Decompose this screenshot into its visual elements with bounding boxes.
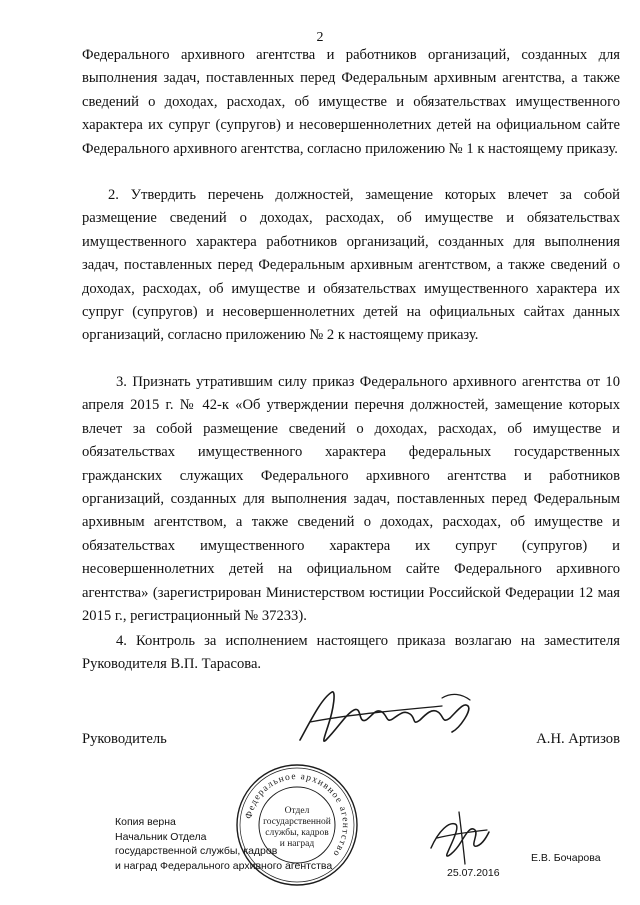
copy-line-2: Начальник Отдела <box>115 830 207 843</box>
signatory-name: А.Н. Артизов <box>536 731 620 747</box>
copy-line-3: государственной службы, кадров <box>115 845 278 857</box>
signatory-title: Руководитель <box>82 731 167 747</box>
copy-date: 25.07.2016 <box>447 867 500 879</box>
seal-center-text: Отдел государственной службы, кадров и наград <box>263 806 331 849</box>
signature-main <box>292 688 482 750</box>
copy-line-4: и наград Федерального архивного агентства <box>115 859 333 872</box>
page-number: 2 <box>316 30 324 45</box>
copy-signer-name: Е.В. Бочарова <box>531 852 601 864</box>
paragraph-item-4: 4. Контроль за исполнением настоящего приказа возлагаю на заместителя Руководителя В.П. Тарасова. <box>82 633 620 673</box>
copy-certification-block <box>115 815 332 873</box>
copy-line-1: Копия верна <box>115 816 176 828</box>
paragraph-intro: Федерального архивного агентства и работников организаций, созданных для выполнения задач, поставленных перед Федеральным архивным агентства, а также сведений о доходах, расходах, об имуществе и обязательствах имущественного характера их супруг (супругов) и несовершеннолетних детей на официальном сайте Федерального архивного агентства, согласно приложению № 1 к настоящему приказу. <box>82 47 620 157</box>
paragraph-item-2: 2. Утвердить перечень должностей, замещение которых влечет за собой размещение сведений о доходах, расходах, об имуществе и обязательствах имущественного характера работников организаций, созданных для выполнения задач, поставленных перед Федеральным архивным агентством, а также сведений о доходах, расходах, об имуществе и обязательствах имущественного характера их супруг (супругов) и несовершеннолетних детей на официальных сайтах данных организаций, согласно приложению № 2 к настоящему приказу. <box>82 187 620 344</box>
seal-ring-text: Федеральное архивное агентство <box>244 771 351 859</box>
paragraph-item-3: 3. Признать утратившим силу приказ Федерального архивного агентства от 10 апреля 2015 г. № 42-к «Об утверждении перечня должностей, замещение которых влечет за собой размещение сведений о доходах, расходах, об имуществе и обязательствах имущественного характера федеральных государственных гражданских служащих Федерального архивного агентства и работников организаций, созданных для выполнения задач, поставленных перед Федеральным архивным агентством, а также сведений о доходах, расходах, об имуществе и обязательствах имущественного характера их супруг (супругов) и несовершеннолетних детей на официальном сайте Федерального архивного агентства» (зарегистрирован Министерством юстиции Российской Федерации 12 мая 2015 г., регистрационный № 37233). <box>82 374 620 625</box>
signature-copy <box>425 808 495 868</box>
